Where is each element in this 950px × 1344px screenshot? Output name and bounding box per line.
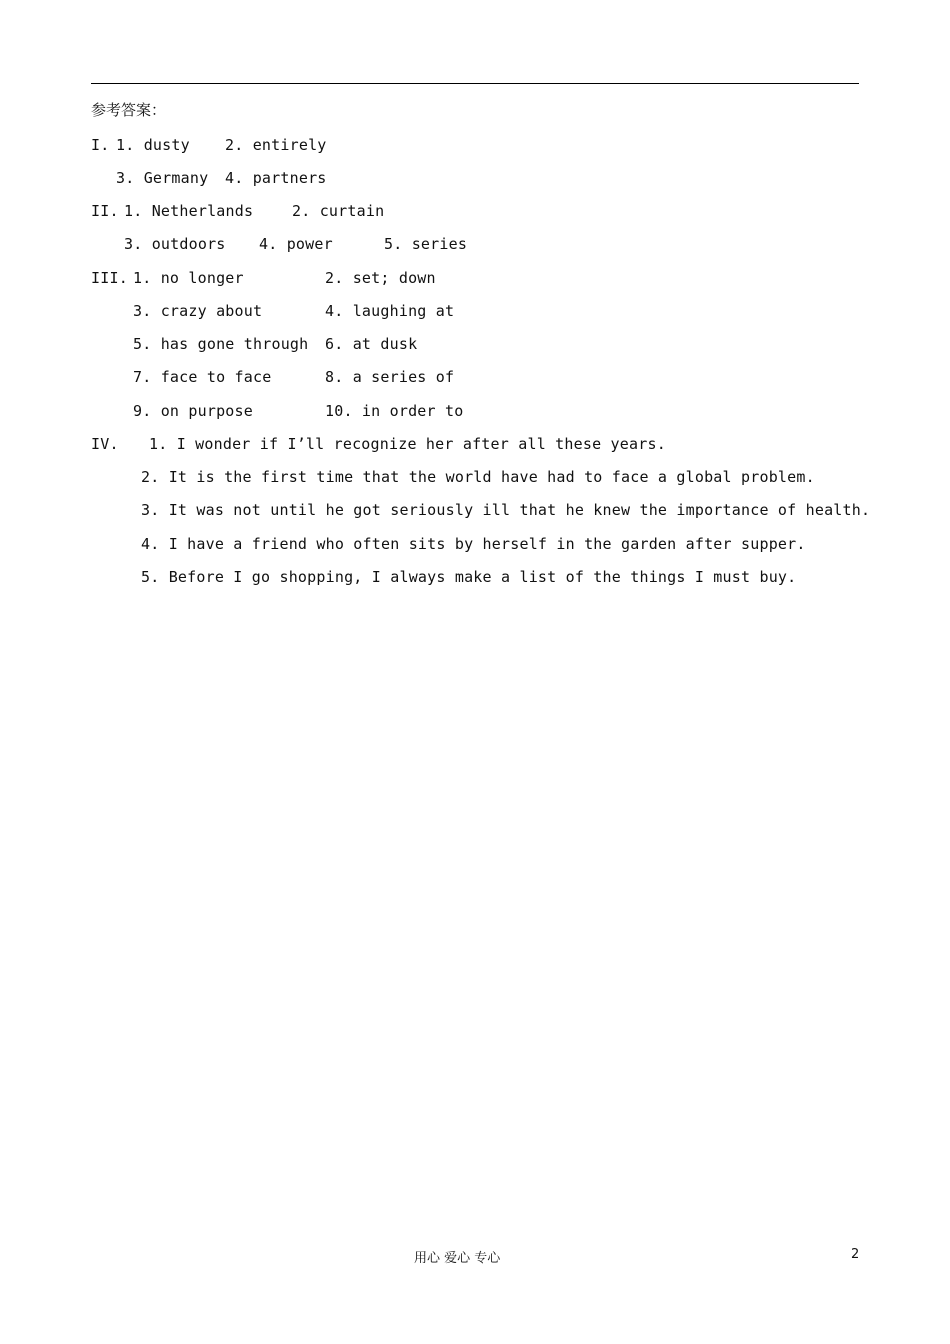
section-i-answer: 3. Germany [116,169,209,187]
section-ii-answer: 5. series [384,235,468,253]
section-iv-sentence: 4. I have a friend who often sits by herself in the garden after supper. [141,535,806,553]
page-number: 2 [851,1247,860,1262]
section-iv-sentence: 1. I wonder if I’ll recognize her after all these years. [149,435,666,453]
answer-key-heading: 参考答案： [91,101,167,119]
section-iv-sentence: 5. Before I go shopping, I always make a list of the things I must buy. [141,568,797,586]
section-i-answer: 4. partners [225,169,327,187]
section-i-label: I. [91,136,110,154]
section-iii-answer: 10. in order to [325,402,464,420]
section-ii-label: II. [91,202,119,220]
section-ii-answer: 4. power [259,235,333,253]
section-iii-answer: 5. has gone through [133,335,309,353]
section-i-answer: 2. entirely [225,136,327,154]
section-ii-answer: 3. outdoors [124,235,226,253]
section-iii-label: III. [91,269,128,287]
section-iv-sentence: 3. It was not until he got seriously ill that he knew the importance of health. [141,501,871,519]
section-iii-answer: 2. set; down [325,269,436,287]
section-iii-answer: 1. no longer [133,269,244,287]
section-iii-answer: 3. crazy about [133,302,263,320]
section-iv-label: IV. [91,435,119,453]
section-iii-answer: 4. laughing at [325,302,455,320]
section-iii-answer: 7. face to face [133,368,272,386]
section-iii-answer: 6. at dusk [325,335,418,353]
header-rule [91,83,859,84]
section-iii-answer: 9. on purpose [133,402,253,420]
footer-motto: 用心 爱心 专心 [414,1251,501,1266]
section-ii-answer: 1. Netherlands [124,202,254,220]
section-ii-answer: 2. curtain [292,202,385,220]
section-i-answer: 1. dusty [116,136,190,154]
section-iii-answer: 8. a series of [325,368,455,386]
section-iv-sentence: 2. It is the first time that the world have had to face a global problem. [141,468,815,486]
